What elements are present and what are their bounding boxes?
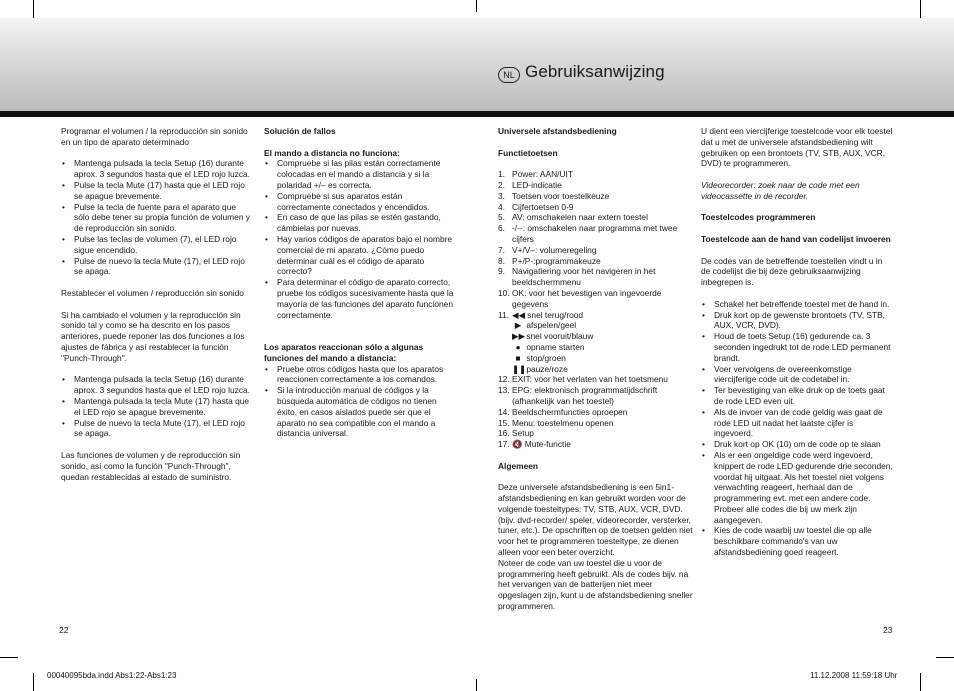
list-item: • Pulse la tecla de fuente para el aparato que sólo debe tener su propia función de volumen y de reproducción sin sonido. — [61, 202, 251, 234]
item-number: 8. — [498, 255, 505, 266]
list-item: • En caso de que las pilas se estén gastando, cámbielas por nuevas. — [264, 212, 456, 234]
item-number: 1. — [498, 169, 505, 180]
list-item: • Druk kort op de gewenste brontoets (TV, STB, AUX, VCR, DVD). — [701, 310, 893, 332]
list-item: • Pulse las teclas de volumen (7), el LED rojo sigue encendido. — [61, 234, 251, 256]
item-text: -/--: omschakelen naar programma met twee cijfers — [512, 223, 678, 244]
item-text: Setup — [512, 428, 534, 439]
list-item — [498, 202, 693, 213]
item-number: 11. — [498, 309, 510, 320]
col3-sub: Functietoetsen — [498, 147, 558, 158]
transport-icon: ▶▶ — [512, 331, 525, 342]
item-number: 6. — [498, 223, 505, 234]
list-item — [498, 374, 693, 385]
transport-icon: ● — [515, 341, 521, 352]
header-rule — [0, 111, 954, 117]
item-text: Mute-functie — [524, 439, 571, 450]
list-item — [498, 310, 693, 321]
column-2 — [264, 126, 456, 439]
list-item: • Kies de code waarbij uw toestel die op alle beschikbare commando's van uw afstandsbediening goed reageert. — [701, 525, 893, 557]
item-text: LED-indicatie — [512, 179, 562, 190]
list-item: • Para determinar el código de aparato correcto, pruebe los códigos sucesivamente hasta que la mayoría de las funciones del aparato funcionen correctamente. — [264, 277, 456, 320]
item-text: AV: omschakelen naar extern toestel — [512, 212, 648, 223]
col3-heading: Universele afstandsbediening — [498, 126, 617, 136]
col4-intro: U dient een viercijferige toestelcode voor elk toestel dat u met de universele afstandsbediening wilt gebruiken op een brontoets (TV, STB, AUX, VCR, DVD) te programmeren. — [701, 126, 893, 169]
item-text: pauze/roze — [524, 363, 568, 374]
list-item — [498, 180, 693, 191]
item-number: 17. — [498, 439, 510, 450]
crop-mark — [33, 673, 34, 691]
col4-steps — [701, 299, 893, 558]
list-item — [498, 256, 693, 267]
list-item: • Mantenga pulsada la tecla Mute (17) hasta que el LED rojo se apague brevemente. — [61, 396, 251, 418]
footer-left: 00040095bda.indd Abs1:22-Abs1:23 — [47, 671, 177, 680]
list-item: • Als de invoer van de code geldig was gaat de rode LED uit nadat het laatste cijfer is ingevoerd. — [701, 407, 893, 439]
col2-sub1: El mando a distancia no funciona: — [264, 147, 400, 158]
list-item: • Hay varios códigos de aparatos bajo el nombre comercial de mi aparato. ¿Cómo puedo determinar cuál es el código de aparato correcto? — [264, 234, 456, 277]
list-item — [498, 342, 693, 353]
transport-icon: ▶ — [514, 320, 522, 331]
function-key-list-2 — [498, 374, 693, 450]
item-number: 3. — [498, 190, 505, 201]
list-item: • Druk kort op OK (10) om de code op te slaan — [701, 439, 893, 450]
list-item — [498, 331, 693, 342]
col1-intro: Programar el volumen / la reproducción sin sonido en un tipo de aparato determinado — [61, 126, 248, 147]
item-text: Toetsen voor toestelkeuze — [512, 190, 610, 201]
list-item: • Si la introducción manual de códigos y la búsqueda automática de códigos no tienen éxito, en casos aislados puede ser que el aparato no sea compatible con el mando a distancia universal. — [264, 385, 456, 439]
item-text: Beeldschermfuncties oproepen — [512, 406, 628, 417]
list-item — [498, 169, 693, 180]
list-item — [498, 428, 693, 439]
list-item: • Houd de toets Setup (16) gedurende ca. 3 seconden ingedrukt tot de rode LED permanent brandt. — [701, 331, 893, 363]
item-text: Cijfertoetsen 0-9 — [512, 201, 574, 212]
item-text: Menu: toestelmenu openen — [512, 417, 614, 428]
item-text: snel terug/rood — [527, 309, 584, 320]
list-item — [498, 439, 693, 450]
list-item — [498, 191, 693, 202]
list-item — [498, 320, 693, 331]
list-item: • Ter bevestiging van elke druk op de toets gaat de rode LED even uit. — [701, 385, 893, 407]
item-number: 12. — [498, 374, 510, 385]
footer-right: 11.12.2008 11:59:18 Uhr — [810, 671, 898, 680]
col2-sub2: Los aparatos reaccionan sólo a algunas funciones del mando a distancia: — [264, 341, 424, 363]
page-header-band — [0, 18, 954, 111]
item-number: 14. — [498, 406, 510, 417]
col3-algemeen-heading: Algemeen — [498, 460, 539, 471]
col1-restore-text: Si ha cambiado el volumen y la reproducción sin sonido tal y como se ha descrito en los pasos anteriores, puede reponer las dos funciones a los ajustes de fábrica y así restablecer la función "Punch-Through". — [61, 309, 245, 363]
crop-mark — [920, 0, 921, 18]
list-item — [498, 245, 693, 256]
crop-mark — [476, 679, 477, 691]
list-item — [498, 418, 693, 429]
col3-algemeen-text: Deze universele afstandsbediening is een 5in1-afstandsbediening en kan gebruikt worden voor de volgende toesteltypes: TV, STB, AUX, VCR, DVD. (bijv. dvd-recorder/ speler, videorecorder, versterker, tuner, etc.). De opschriften op de toetsen gelden niet voor het te programmeren toesteltype, ze dienen alleen voor een beter overzicht. — [498, 482, 693, 558]
list-item — [498, 266, 693, 288]
crop-mark — [33, 0, 34, 18]
item-number: 4. — [498, 201, 505, 212]
crop-mark — [920, 673, 921, 691]
page-number-right: 23 — [883, 625, 893, 635]
list-item: • Schakel het betreffende toestel met de hand in. — [701, 299, 893, 310]
item-text: P+/P-:programmakeuze — [512, 255, 601, 266]
transport-icon: ■ — [515, 352, 521, 363]
rewind-icon: ◀◀ — [512, 309, 528, 320]
item-number: 10. — [498, 287, 510, 298]
column-4 — [701, 126, 893, 558]
col1-steps2 — [61, 374, 251, 439]
item-text: EPG: elektronisch programmatijdschrift (afhankelijk van het toestel) — [512, 385, 658, 406]
page-number-left: 22 — [59, 625, 69, 635]
mute-icon: 🔇 — [512, 439, 525, 450]
list-item: • Pruebe otros códigos hasta que los aparatos reaccionen correctamente a los comandos. — [264, 364, 456, 386]
crop-mark — [936, 657, 954, 658]
function-key-list — [498, 169, 693, 320]
col2-heading: Solución de fallos — [264, 126, 336, 136]
item-number: 13. — [498, 385, 510, 396]
col1-restore-heading: Restablecer el volumen / reproducción sin sonido — [61, 287, 244, 298]
page-title: Gebruiksanwijzing — [525, 62, 665, 81]
col4-heading: Toestelcodes programmeren — [701, 212, 816, 223]
col2-list2 — [264, 364, 456, 440]
col4-sub: Toestelcode aan de hand van codelijst invoeren — [701, 233, 891, 244]
item-number: 5. — [498, 212, 505, 223]
item-text: snel vooruit/blauw — [524, 331, 594, 342]
list-item — [498, 223, 693, 245]
list-item: • Mantenga pulsada la tecla Setup (16) durante aprox. 3 segundos hasta que el LED rojo luzca. — [61, 374, 251, 396]
col3-algemeen-text2: Noteer de code van uw toestel die u voor de programmering heeft gebruikt. Als de codes bijv. na het vervangen van de batterijen niet meer opgeslagen zijn, kunt u de afstandsbediening sneller programmeren. — [498, 557, 693, 612]
list-item: • Pulse de nuevo la tecla Mute (17), el LED rojo se apaga. — [61, 418, 251, 440]
col4-italic-note: Videorecorder: zoek naar de code met een videocassette in de recorder. — [701, 179, 860, 201]
list-item — [498, 364, 693, 375]
col1-steps1 — [61, 158, 251, 277]
item-text: OK: voor het bevestigen van ingevoerde gegevens — [512, 287, 662, 309]
list-item — [498, 288, 693, 310]
list-item — [498, 407, 693, 418]
item-text: stop/groen — [524, 352, 566, 363]
list-item — [498, 385, 693, 407]
item-text: V+/V–: volumeregeling — [512, 244, 597, 255]
list-item — [498, 353, 693, 364]
item-number: 15. — [498, 417, 510, 428]
item-number: 2. — [498, 179, 505, 190]
transport-icon: ❚❚ — [512, 363, 527, 374]
crop-mark — [476, 0, 477, 12]
item-text: opname starten — [524, 341, 585, 352]
list-item: • Mantenga pulsada la tecla Setup (16) durante aprox. 3 segundos hasta que el LED rojo luzca. — [61, 158, 251, 180]
crop-mark — [0, 657, 18, 658]
item-text: EXIT: voor het verlaten van het toetsmenu — [512, 374, 668, 385]
item-number: 7. — [498, 244, 505, 255]
item-number: 9. — [498, 266, 505, 277]
language-badge: NL — [498, 67, 520, 83]
list-item: • Compruebe si sus aparatos están correctamente conectados y encendidos. — [264, 191, 456, 213]
item-text: Power: AAN/UIT — [512, 169, 573, 180]
list-item: • Pulse de nuevo la tecla Mute (17), el LED rojo se apaga. — [61, 256, 251, 278]
item-number: 16. — [498, 428, 510, 439]
col1-closing: Las funciones de volumen y de reproducción sin sonido, así como la función "Punch-Through", quedan restablecidas al estado de suministro. — [61, 449, 241, 482]
list-item — [498, 212, 693, 223]
list-item: • Compruebe si las pilas están correctamente colocadas en el mando a distancia y si la polaridad +/– es correcta. — [264, 158, 456, 190]
column-3 — [498, 126, 693, 612]
item-text: afspelen/geel — [524, 320, 577, 331]
list-item: • Pulse la tecla Mute (17) hasta que el LED rojo se apague brevemente. — [61, 180, 251, 202]
transport-key-list — [498, 320, 693, 374]
column-1 — [61, 126, 251, 482]
col2-list1 — [264, 158, 456, 320]
col4-text: De codes van de betreffende toestellen vindt u in de codelijst die bij deze gebruiksaanwijzing inbegrepen is. — [701, 255, 883, 288]
list-item: • Voer vervolgens de overeenkomstige viercijferige code uit de codetabel in. — [701, 364, 893, 386]
item-text: Navigatiering voor het navigeren in het beeldschermmenu — [512, 266, 656, 288]
list-item: • Als er een ongeldige code werd ingevoerd, knippert de rode LED gedurende drie seconden, voordat hij uitgaat. Als het toestel niet volgens verwachting reageert, herhaal dan de programmering evt. met een andere code. Probeer alle codes die bij uw merk zijn aangegeven. — [701, 450, 893, 526]
